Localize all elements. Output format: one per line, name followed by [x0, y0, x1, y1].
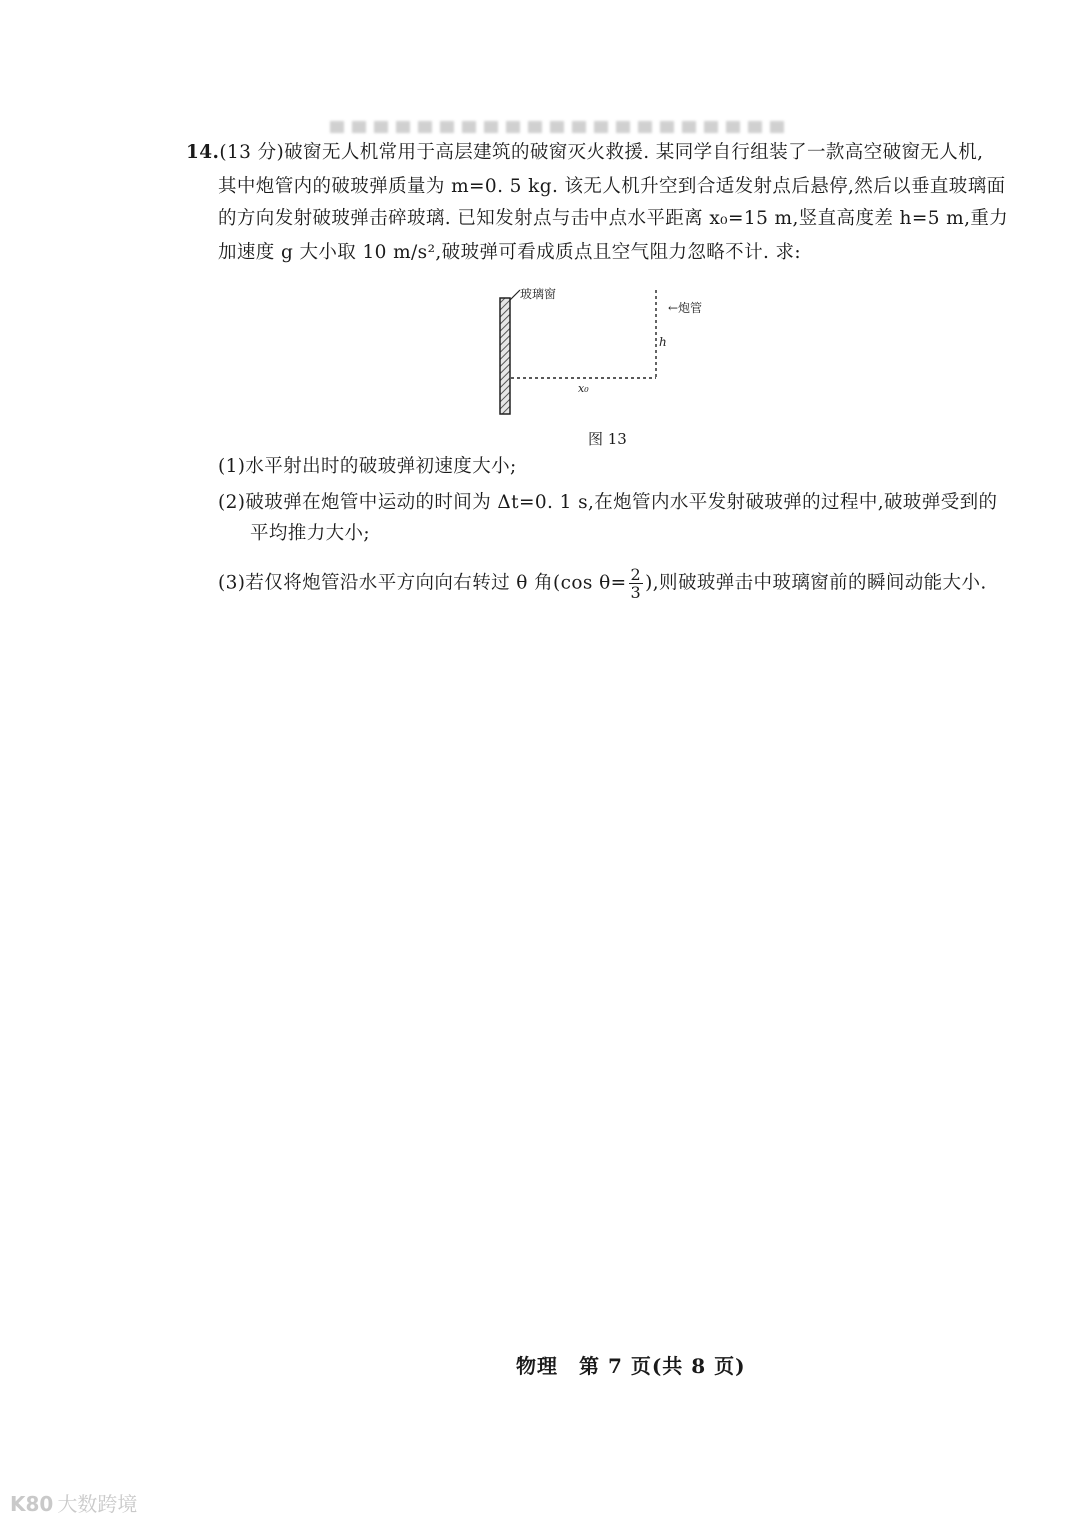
- fraction-denominator: 3: [630, 583, 642, 602]
- question-line-4: 加速度 g 大小取 10 m/s²,破玻弹可看成质点且空气阻力忽略不计. 求:: [218, 242, 802, 263]
- subquestion-1: (1)水平射出时的破玻弹初速度大小;: [218, 456, 517, 477]
- distance-x0-label: x₀: [578, 382, 589, 395]
- scan-smudge: [330, 121, 790, 133]
- cannon-label: ←炮管: [668, 301, 703, 315]
- subquestion-2-line-1: (2)破玻弹在炮管中运动的时间为 Δt=0. 1 s,在炮管内水平发射破玻弹的过程中,破玻弹受到的: [218, 492, 998, 513]
- watermark-text: 大数跨境: [57, 1492, 138, 1516]
- question-line-1-text: (13 分)破窗无人机常用于高层建筑的破窗灭火救援. 某同学自行组装了一款高空破窗无人机,: [219, 142, 984, 163]
- question-line-2: 其中炮管内的破玻弹质量为 m=0. 5 kg. 该无人机升空到合适发射点后悬停,然后以垂直玻璃面: [218, 176, 1006, 197]
- height-h-label: h: [659, 335, 667, 349]
- fraction-numerator: 2: [630, 565, 642, 584]
- watermark-logo-icon: K80: [10, 1492, 54, 1516]
- question-number: 14.: [186, 142, 220, 163]
- subquestion-3-text-after: ),则破玻弹击中玻璃窗前的瞬间动能大小.: [645, 572, 987, 594]
- question-line-3: 的方向发射破玻弹击碎玻璃. 已知发射点与击中点水平距离 x₀=15 m,竖直高度差 h=5 m,重力: [218, 208, 1009, 229]
- page-footer: 物理 第 7 页(共 8 页): [516, 1354, 746, 1378]
- subquestion-2-line-2: 平均推力大小;: [250, 523, 371, 544]
- question-line-1: [186, 138, 983, 168]
- glass-label-pointer: [510, 290, 520, 300]
- figure-caption: 图 13: [588, 430, 627, 448]
- subquestion-3-text-before: (3)若仅将炮管沿水平方向向右转过 θ 角(cos θ=: [218, 572, 627, 594]
- cos-theta-fraction: [629, 566, 644, 601]
- subquestion-3: [218, 566, 987, 601]
- glass-window-shape: [500, 298, 510, 414]
- glass-window-label: 玻璃窗: [520, 287, 557, 301]
- watermark: [10, 1488, 137, 1517]
